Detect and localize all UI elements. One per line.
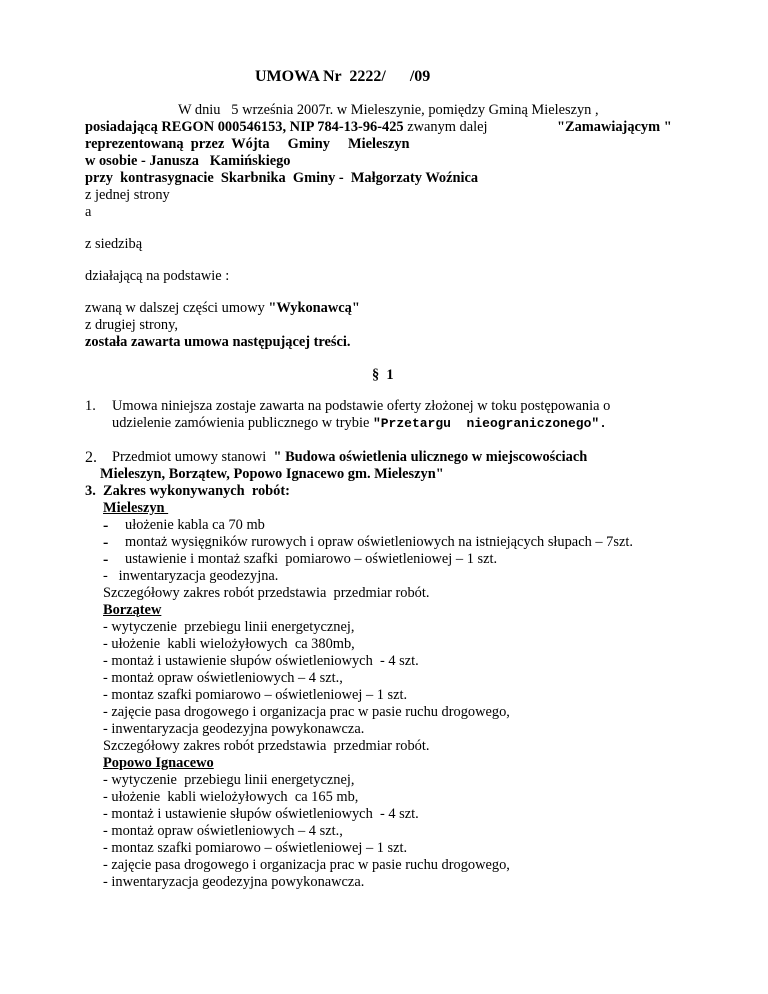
- popowo-item: - inwentaryzacja geodezyjna powykonawcza.: [103, 874, 365, 890]
- bullet-dash: -: [103, 534, 109, 551]
- bullet-dash: -: [103, 551, 109, 568]
- item-1-number: 1.: [85, 398, 96, 414]
- intro-line-12: została zawarta umowa następującej treści.: [85, 334, 351, 350]
- intro-line-6: z jednej strony: [85, 187, 170, 203]
- bullet-dash: -: [103, 517, 109, 534]
- borzatew-heading: Borzątew: [103, 602, 162, 618]
- intro-line-2: [85, 119, 672, 136]
- mieleszyn-summary: Szczegółowy zakres robót przedstawia przedmiar robót.: [103, 585, 430, 601]
- borzatew-item: - zajęcie pasa drogowego i organizacja prac w pasie ruchu drogowego,: [103, 704, 510, 720]
- item-2-line-1: [112, 449, 587, 466]
- intro-line-4: w osobie - Janusza Kamińskiego: [85, 153, 291, 169]
- popowo-item: - montaz szafki pomiarowo – oświetleniowej – 1 szt.: [103, 840, 408, 856]
- mieleszyn-item-survey: - inwentaryzacja geodezyjna.: [103, 568, 279, 584]
- intro-line-10: [85, 300, 360, 317]
- borzatew-summary: Szczegółowy zakres robót przedstawia przedmiar robót.: [103, 738, 430, 754]
- borzatew-item: - montaż opraw oświetleniowych – 4 szt.,: [103, 670, 343, 686]
- intro-line-8: z siedzibą: [85, 236, 143, 252]
- intro-line-11: z drugiej strony,: [85, 317, 178, 333]
- client-name: "Zamawiającym ": [557, 119, 672, 135]
- borzatew-item: - montaż i ustawienie słupów oświetleniowych - 4 szt.: [103, 653, 419, 669]
- subject-title: " Budowa oświetlenia ulicznego w miejscowościach: [273, 449, 588, 465]
- contractor-label: zwaną w dalszej części umowy: [85, 300, 269, 316]
- popowo-item: - wytyczenie przebiegu linii energetycznej,: [103, 772, 355, 788]
- item-1-line-2: [112, 415, 607, 432]
- popowo-heading: Popowo Ignacewo: [103, 755, 214, 771]
- intro-line-1: W dniu 5 września 2007r. w Mieleszynie, pomiędzy Gminą Mieleszyn ,: [178, 102, 599, 118]
- popowo-item: - montaż i ustawienie słupów oświetleniowych - 4 szt.: [103, 806, 419, 822]
- borzatew-item: - wytyczenie przebiegu linii energetycznej,: [103, 619, 355, 635]
- borzatew-item: - ułożenie kabli wielożyłowych ca 380mb,: [103, 636, 355, 652]
- item-2-number: 2.: [85, 449, 97, 466]
- popowo-item: - montaż opraw oświetleniowych – 4 szt.,: [103, 823, 343, 839]
- item-3-heading: 3. Zakres wykonywanych robót:: [85, 483, 290, 499]
- section-mark: § 1: [372, 367, 394, 383]
- mieleszyn-item: ułożenie kabla ca 70 mb: [125, 517, 265, 533]
- subject-label: Przedmiot umowy stanowi: [112, 449, 274, 465]
- mieleszyn-item: ustawienie i montaż szafki pomiarowo – oświetleniowej – 1 szt.: [125, 551, 498, 567]
- item-1-line-1: Umowa niniejsza zostaje zawarta na podstawie oferty złożonej w toku postępowania o: [112, 398, 611, 414]
- tender-mode-label: udzielenie zamówienia publicznego w trybie: [112, 415, 373, 431]
- intro-line-5: przy kontrasygnacie Skarbnika Gminy - Małgorzaty Woźnica: [85, 170, 479, 186]
- called-label: zwanym dalej: [403, 119, 499, 135]
- popowo-item: - zajęcie pasa drogowego i organizacja prac w pasie ruchu drogowego,: [103, 857, 510, 873]
- tender-mode: "Przetargu nieograniczonego".: [372, 416, 607, 431]
- item-2-line-2: Mieleszyn, Borzątew, Popowo Ignacewo gm. Mieleszyn": [100, 466, 444, 482]
- contract-title: UMOWA Nr 2222/ /09: [255, 68, 431, 85]
- intro-line-9: działającą na podstawie :: [85, 268, 230, 284]
- regon-nip: posiadającą REGON 000546153, NIP 784-13-96-425: [85, 119, 404, 135]
- intro-line-7: a: [85, 204, 92, 220]
- borzatew-item: - inwentaryzacja geodezyjna powykonawcza.: [103, 721, 365, 737]
- mieleszyn-heading: Mieleszyn: [103, 500, 169, 516]
- contractor-name: "Wykonawcą": [268, 300, 360, 316]
- popowo-item: - ułożenie kabli wielożyłowych ca 165 mb,: [103, 789, 359, 805]
- borzatew-item: - montaz szafki pomiarowo – oświetleniowej – 1 szt.: [103, 687, 408, 703]
- intro-line-3: reprezentowaną przez Wójta Gminy Mieleszyn: [85, 136, 410, 152]
- mieleszyn-item: montaż wysięgników rurowych i opraw oświetleniowych na istniejących słupach – 7szt.: [125, 534, 633, 550]
